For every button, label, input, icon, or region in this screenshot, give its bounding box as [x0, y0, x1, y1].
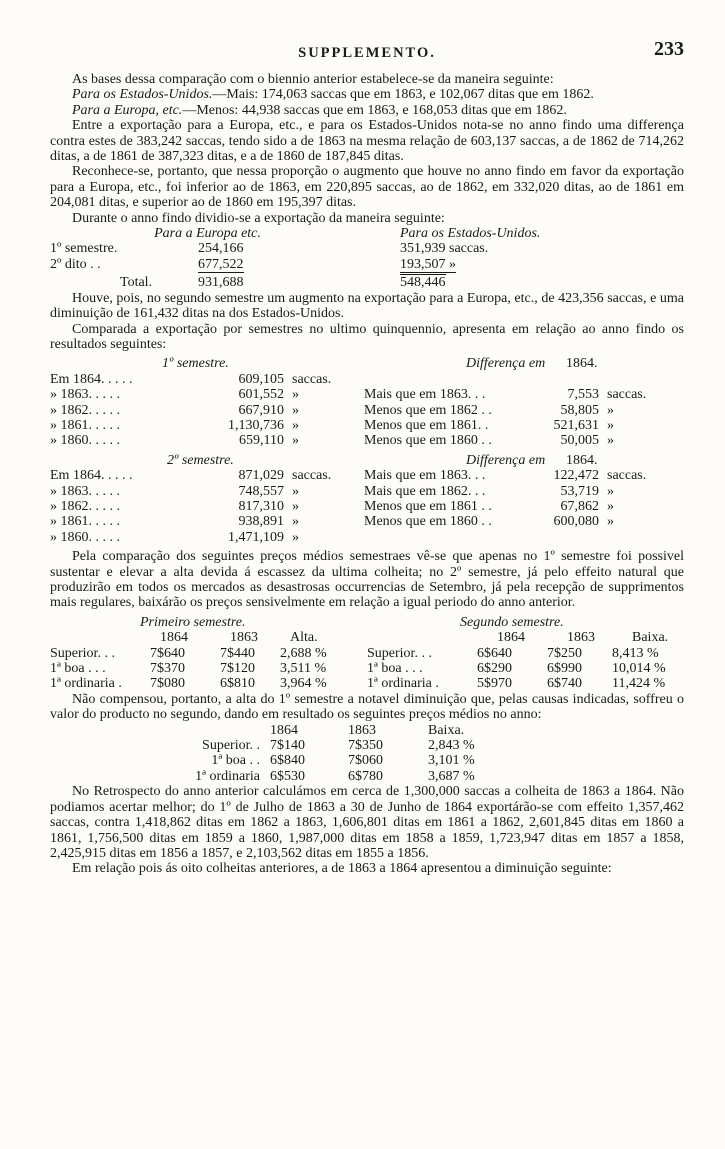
semestre1-unit: » [292, 433, 299, 449]
prices-right-heading: Segundo semestre. [460, 614, 564, 630]
semestre1-diff-label: Menos que em 1861. . [364, 417, 489, 433]
page-number: 233 [654, 38, 684, 60]
semestre1-diff-unit: » [607, 417, 614, 433]
semestre1-diff-year: 1864. [566, 356, 598, 372]
split-row-eua: 351,939 saccas. [400, 241, 489, 257]
semestre1-value: 659,110 [239, 433, 284, 449]
annual-1864: 7$140 [270, 738, 305, 754]
semestre2-value: 871,029 [238, 468, 284, 484]
semestre1-year-label: » 1860. . . . . [50, 433, 120, 449]
semestre1-diff-label: Menos que em 1860 . . [364, 433, 492, 449]
prices-right-label: 1ª boa . . . [367, 661, 423, 677]
semestre1-diff-value: 58,805 [560, 402, 599, 418]
prices-right-pct: 11,424 % [612, 676, 666, 692]
prices-right-1863: 6$990 [547, 661, 582, 677]
prices-left-col-1863: 1863 [230, 630, 258, 646]
semestre1-diff-unit: » [607, 402, 614, 418]
annual-pct: 2,843 % [428, 738, 475, 754]
eua-label: Para os Estados-Unidos. [72, 87, 213, 103]
semestre2-diff-label: Mais que em 1863. . . [364, 468, 486, 484]
semestre2-diff-value: 53,719 [560, 483, 599, 499]
semestre2-diff-heading: Differença em [466, 452, 546, 468]
semestre2-diff-unit: » [607, 498, 614, 514]
semestre2-diff-unit: » [607, 483, 614, 499]
document-page [50, 38, 684, 877]
semestre2-row [50, 484, 684, 499]
prices-left-col-1864: 1864 [160, 630, 188, 646]
prices-right-pct: 8,413 % [612, 645, 659, 661]
semestre2-unit: » [292, 514, 299, 530]
semestre2-diff-label [364, 530, 539, 545]
split-row-europa: 677,522 [198, 256, 244, 272]
annual-1864: 6$840 [270, 753, 305, 769]
semestre1-year-label: Em 1864. . . . . [50, 371, 133, 387]
split-table-header [50, 226, 684, 241]
paragraph-entre: Entre a exportação para a Europa, etc., e para os Estados-Unidos nota-se no anno findo uma differença contra estes de 383,242 saccas, tendo sido a de 1863 na mesma relação de 603,137 saccas, a de 1862 de 714,262 ditas, a de 1861 de 387,323 ditas, e a de 1860 de 187,845 ditas. [50, 118, 684, 165]
semestre1-row [50, 418, 684, 433]
semestre1-year-label: » 1861. . . . . [50, 417, 120, 433]
prices-table [50, 615, 684, 692]
semestre2-year-label: » 1862. . . . . [50, 498, 120, 514]
semestre1-diff-unit [599, 372, 659, 387]
prices-right-1864: 6$290 [477, 661, 512, 677]
prices-row [50, 676, 684, 691]
annual-col-1864: 1864 [270, 722, 298, 738]
annual-1863: 7$060 [348, 753, 383, 769]
semestre2-value: 748,557 [238, 483, 284, 499]
annual-label: 1ª boa . . [211, 753, 260, 769]
col-europa: Para a Europa etc. [154, 226, 261, 242]
semestre1-year-label: » 1863. . . . . [50, 387, 120, 403]
annual-row [50, 769, 684, 784]
paragraph-eua [50, 87, 684, 102]
split-row [50, 257, 684, 272]
semestre2-year-label: Em 1864. . . . . [50, 468, 133, 484]
paragraph-nao: Não compensou, portanto, a alta do 1º semestre a notavel diminuição que, pelas causas indicadas, soffreu o valor do producto no segundo, dando em resultado os seguintes preços médios no anno: [50, 691, 684, 723]
semestre2-unit: » [292, 498, 299, 514]
prices-right-label: Superior. . . [367, 645, 432, 661]
prices-left-pct: 3,511 % [280, 661, 327, 677]
prices-left-pct: 3,964 % [280, 676, 327, 692]
semestre2-diff-label: Menos que em 1860 . . [364, 514, 492, 530]
split-total-row [50, 275, 684, 290]
paragraph-durante: Durante o anno findo dividio-se a exportação da maneira seguinte: [72, 210, 445, 226]
split-row-label: 2º dito . . [50, 256, 101, 272]
semestre1-value: 1,130,736 [228, 417, 284, 433]
semestre2-diff-unit: saccas. [607, 468, 647, 484]
semestre1-diff-heading: Differença em [466, 356, 546, 372]
semestre2-diff-label: Mais que em 1862. . . [364, 483, 486, 499]
prices-right-col-1863: 1863 [567, 630, 595, 646]
semestre1-diff-value: 521,631 [553, 417, 599, 433]
semestre2-diff-value: 122,472 [553, 468, 599, 484]
semestre1-diff-value: 50,005 [560, 433, 599, 449]
prices-right-col-1864: 1864 [497, 630, 525, 646]
paragraph-pela: Pela comparação dos seguintes preços médios semestraes vê-se que apenas no 1º semestre foi possivel sustentar e elevar a alta devida á escassez da ultima colheita; no 2º semestre, já pelo effeito natural que produzirão em todos os mercados as desastrosas occurrencias de Setembro, já pela recepção de supprimentos mais regulares, baixárão os preços sensivelmente em relação a igual periodo do anno anterior. [50, 549, 684, 611]
prices-right-1863: 6$740 [547, 676, 582, 692]
annual-col-1863: 1863 [348, 722, 376, 738]
europa-label: Para a Europa, etc. [72, 102, 183, 118]
annual-colheads [50, 723, 684, 738]
prices-left-heading: Primeiro semestre. [140, 614, 246, 630]
prices-colheads [50, 630, 684, 645]
prices-left-label: 1ª boa . . . [50, 661, 106, 677]
semestre1-value: 667,910 [238, 402, 284, 418]
semestre2-diff-unit: » [607, 514, 614, 530]
col-eua: Para os Estados-Unidos. [400, 226, 541, 242]
prices-left-1863: 7$120 [220, 661, 255, 677]
annual-row [50, 738, 684, 753]
semestre2-row [50, 499, 684, 514]
semestre1-diff-value: 7,553 [567, 387, 599, 403]
prices-left-1864: 7$080 [150, 676, 185, 692]
prices-right-pct: 10,014 % [612, 661, 666, 677]
semestre2-heading: 2º semestre. [167, 452, 234, 468]
semestre2-year-label: » 1861. . . . . [50, 514, 120, 530]
semestre2-value: 1,471,109 [228, 529, 284, 545]
semestre2-value: 817,310 [238, 498, 284, 514]
semestre2-unit: » [292, 529, 299, 545]
semestre2-row [50, 514, 684, 529]
split-total-label: Total. [120, 275, 153, 291]
semestre2-diff-value [539, 530, 599, 545]
split-row-europa: 254,166 [198, 241, 244, 257]
semestre2-diff-value: 600,080 [553, 514, 599, 530]
prices-left-label: Superior. . . [50, 645, 115, 661]
annual-pct: 3,101 % [428, 753, 475, 769]
semestre1-unit: » [292, 417, 299, 433]
semestre1-unit: » [292, 387, 299, 403]
annual-label: 1ª ordinaria [195, 768, 260, 784]
prices-row [50, 661, 684, 676]
split-table [50, 226, 684, 291]
semestre1-header [50, 356, 684, 371]
semestre2-header [50, 453, 684, 468]
paragraph-comparada: Comparada a exportação por semestres no ultimo quinquennio, apresenta em relação ao anno findo os resultados seguintes: [50, 321, 684, 352]
paragraph-europa [50, 103, 684, 118]
semestre1-unit: » [292, 402, 299, 418]
semestre1-heading: 1º semestre. [162, 356, 229, 372]
prices-left-pct: 2,688 % [280, 645, 327, 661]
annual-pct: 3,687 % [428, 768, 475, 784]
semestre1-diff-label: Menos que em 1862 . . [364, 402, 492, 418]
annual-1863: 6$780 [348, 768, 383, 784]
semestre2-diff-value: 67,862 [560, 498, 599, 514]
annual-label: Superior. . [202, 738, 260, 754]
paragraph-em-relacao: Em relação pois ás oito colheitas anteriores, a de 1863 a 1864 apresentou a diminuição seguinte: [72, 861, 612, 877]
prices-right-1863: 7$250 [547, 645, 582, 661]
split-row-label: 1º semestre. [50, 241, 118, 257]
semestre1-table [50, 356, 684, 448]
prices-left-1864: 7$370 [150, 661, 185, 677]
paragraph-intro: As bases dessa comparação com o biennio anterior estabelece-se da maneira seguinte: [72, 72, 554, 87]
page-header [50, 38, 684, 72]
semestre2-diff-label: Menos que em 1861 . . [364, 498, 492, 514]
semestre1-diff-label: Mais que em 1863. . . [364, 387, 486, 403]
annual-1863: 7$350 [348, 738, 383, 754]
prices-left-label: 1ª ordinaria . [50, 676, 122, 692]
running-title: SUPPLEMENTO. [298, 45, 436, 61]
split-row [50, 241, 684, 256]
semestre2-year-label: » 1863. . . . . [50, 483, 120, 499]
semestre1-diff-value [539, 372, 599, 387]
semestre2-row [50, 530, 684, 545]
semestre1-value: 609,105 [238, 371, 284, 387]
split-total-europa: 931,688 [198, 275, 244, 291]
semestre1-diff-label [364, 372, 539, 387]
semestre1-row [50, 372, 684, 387]
semestre1-diff-unit: » [607, 433, 614, 449]
semestre2-row [50, 468, 684, 483]
prices-right-label: 1ª ordinaria . [367, 676, 439, 692]
split-row-eua: 193,507 » [400, 256, 456, 272]
annual-row [50, 753, 684, 768]
prices-left-1863: 7$440 [220, 645, 255, 661]
semestre1-row [50, 433, 684, 448]
semestre2-unit: » [292, 483, 299, 499]
semestre2-value: 938,891 [238, 514, 284, 530]
semestre2-diff-unit [599, 530, 659, 545]
semestre1-diff-unit: saccas. [607, 387, 647, 403]
annual-col-change: Baixa. [428, 722, 465, 738]
europa-text: —Menos: 44,938 saccas que em 1863, e 168,053 ditas que em 1862. [182, 102, 567, 118]
prices-row [50, 646, 684, 661]
prices-right-change: Baixa. [632, 630, 669, 646]
prices-left-change: Alta. [290, 630, 318, 646]
semestre2-table [50, 453, 684, 545]
paragraph-no-retrospecto: No Retrospecto do anno anterior calculámos em cerca de 1,300,000 saccas a colheita de 1863 a 1864. Não podiamos acertar melhor; do 1º de Julho de 1863 a 30 de Junho de 1864 exportárão-se com effeito 1,357,462 saccas, contra 1,418,862 ditas em 1862 a 1863, 1,606,801 ditas em 1861 a 1862, 2,601,845 ditas em 1860 a 1861, 1,756,500 ditas em 1859 a 1860, 1,987,000 ditas em 1858 a 1859, 1,723,947 ditas em 1857 a 1858, 2,425,915 ditas em 1856 a 1857, e 2,103,562 ditas em 1855 a 1856. [50, 784, 684, 861]
paragraph-houve: Houve, pois, no segundo semestre um augmento na exportação para a Europa, etc., de 423,356 saccas, e uma diminuição de 161,432 ditas na dos Estados-Unidos. [50, 290, 684, 322]
semestre1-year-label: » 1862. . . . . [50, 402, 120, 418]
paragraph-reconhece: Reconhece-se, portanto, que nessa proporção o augmento que houve no anno findo em favor da exportação para a Europa, etc., foi inferior ao de 1863, em 220,895 saccas, ao de 1862, em 332,020 ditas, ao de 1861 em 204,081 ditas, e superior ao de 1860 em 195,397 ditas. [50, 164, 684, 211]
prices-right-1864: 6$640 [477, 645, 512, 661]
semestre2-diff-year: 1864. [566, 452, 598, 468]
semestre1-row [50, 403, 684, 418]
eua-text: —Mais: 174,063 saccas que em 1863, e 102,067 ditas que em 1862. [212, 87, 594, 103]
prices-right-1864: 5$970 [477, 676, 512, 692]
prices-headings [50, 615, 684, 630]
prices-left-1863: 6$810 [220, 676, 255, 692]
semestre2-unit: saccas. [292, 468, 332, 484]
semestre1-value: 601,552 [238, 387, 284, 403]
semestre2-year-label: » 1860. . . . . [50, 529, 120, 545]
annual-table [50, 723, 684, 785]
semestre1-row [50, 387, 684, 402]
semestre1-unit: saccas. [292, 371, 332, 387]
split-total-eua: 548,446 [400, 275, 446, 291]
annual-1864: 6$530 [270, 768, 305, 784]
prices-left-1864: 7$640 [150, 645, 185, 661]
